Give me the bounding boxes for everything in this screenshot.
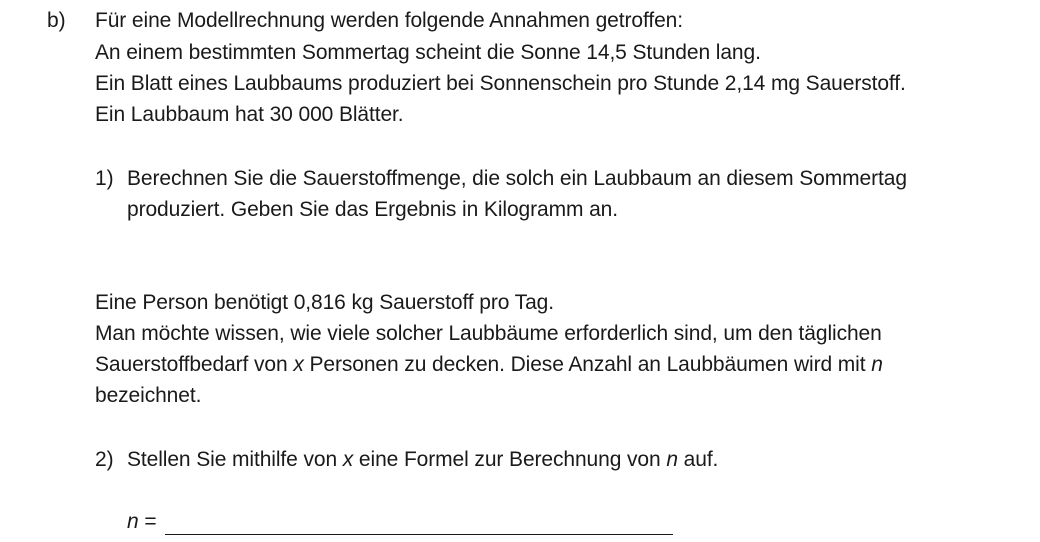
intro-line-1: Für eine Modellrechnung werden folgende Annahmen getroffen: <box>95 9 683 32</box>
answer-input-line[interactable] <box>165 534 673 535</box>
intro-line-3: Ein Blatt eines Laubbaums produziert bei Sonnenschein pro Stunde 2,14 mg Sauerstoff. <box>95 72 906 95</box>
variable-x: x <box>293 353 304 376</box>
variable-n: n <box>871 353 883 376</box>
part-label: b) <box>47 9 66 32</box>
task2-text-c: auf. <box>677 448 719 471</box>
task1-number: 1) <box>95 167 114 190</box>
answer-variable-n: n <box>127 510 139 533</box>
context-line-1: Eine Person benötigt 0,816 kg Sauerstoff pro Tag. <box>95 291 554 314</box>
answer-label <box>127 509 157 535</box>
context-line-4: bezeichnet. <box>95 384 202 407</box>
variable-n: n <box>666 448 678 471</box>
task1-line-2: produziert. Geben Sie das Ergebnis in Kilogramm an. <box>127 198 618 221</box>
task2-text-b: eine Formel zur Berechnung von <box>353 448 667 471</box>
context-line-3-text-a: Sauerstoffbedarf von <box>95 353 294 376</box>
task2-text-a: Stellen Sie mithilfe von <box>127 448 343 471</box>
task2-number: 2) <box>95 448 114 471</box>
context-line-2: Man möchte wissen, wie viele solcher Laubbäume erforderlich sind, um den täglichen <box>95 322 882 345</box>
intro-line-4: Ein Laubbaum hat 30 000 Blätter. <box>95 103 404 126</box>
task1-line-1: Berechnen Sie die Sauerstoffmenge, die solch ein Laubbaum an diesem Sommertag <box>127 167 907 190</box>
context-line-3-text-b: Personen zu decken. Diese Anzahl an Laubbäumen wird mit <box>303 353 872 376</box>
intro-line-2: An einem bestimmten Sommertag scheint die Sonne 14,5 Stunden lang. <box>95 41 761 64</box>
context-line-3 <box>95 352 883 378</box>
answer-equals: = <box>138 510 157 533</box>
task2-text <box>127 447 718 473</box>
variable-x: x <box>342 448 354 471</box>
